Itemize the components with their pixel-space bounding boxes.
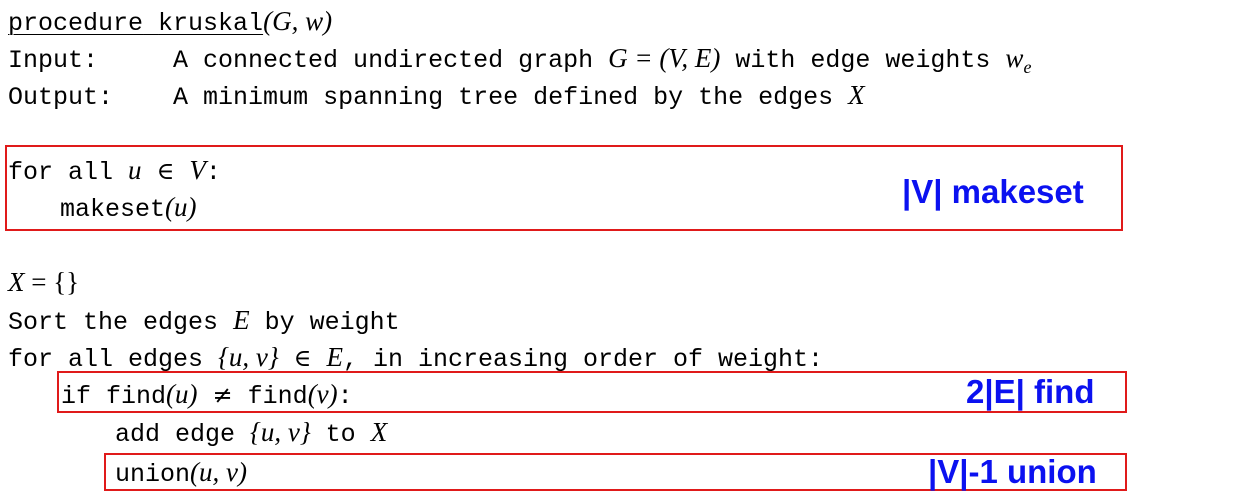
- init-line: [8, 267, 79, 300]
- find-annotation: 2|E| find: [966, 373, 1095, 410]
- output-var: X: [848, 80, 865, 110]
- find1-args: (u): [166, 379, 198, 409]
- loop-rest: , in increasing order of weight:: [342, 345, 824, 374]
- union-line: [115, 457, 247, 490]
- not-equal-symbol: ≠: [212, 381, 233, 409]
- output-label: Output:: [8, 83, 114, 112]
- if-line: [61, 379, 353, 412]
- find2-fn: find: [247, 382, 308, 411]
- input-text2: with edge weights: [735, 46, 991, 75]
- sort-line: [8, 305, 400, 338]
- init-eq: = {}: [24, 267, 80, 297]
- makeset-args: (u): [165, 192, 197, 222]
- input-label: Input:: [8, 46, 99, 75]
- union-args: (u, v): [190, 457, 247, 487]
- procedure-header: [8, 6, 332, 39]
- init-var: X: [8, 267, 25, 297]
- for-all-line: [8, 155, 221, 188]
- loop-set: E: [326, 342, 343, 372]
- add-edge: {u, v}: [250, 417, 311, 447]
- add-edge-line: [115, 417, 387, 450]
- for-var: u: [128, 155, 142, 185]
- sort-var: E: [233, 305, 250, 335]
- for-keyword: for all: [8, 158, 114, 187]
- for-set: V: [189, 155, 206, 185]
- element-of-symbol: ∈: [156, 157, 175, 185]
- add-to: to: [325, 420, 356, 449]
- output-line: [8, 80, 865, 113]
- union-fn: union: [115, 460, 191, 489]
- union-annotation: |V|-1 union: [928, 453, 1097, 490]
- add-var: X: [370, 417, 388, 447]
- find1-fn: find: [106, 382, 167, 411]
- find2-args: (v): [307, 379, 338, 409]
- makeset-fn: makeset: [60, 195, 166, 224]
- if-colon: :: [337, 382, 353, 411]
- procedure-keyword: procedure: [8, 9, 144, 38]
- procedure-params: (G, w): [263, 6, 333, 36]
- makeset-annotation: |V| makeset: [902, 173, 1084, 210]
- for-colon: :: [205, 158, 221, 187]
- add-keyword: add edge: [115, 420, 236, 449]
- input-text: A connected undirected graph: [173, 46, 594, 75]
- makeset-line: [60, 192, 197, 225]
- input-weight-sub: e: [1023, 57, 1032, 77]
- loop-edge: {u, v}: [218, 342, 279, 372]
- loop-element-of: ∈: [293, 344, 312, 372]
- sort-rest: by weight: [264, 308, 400, 337]
- output-text: A minimum spanning tree defined by the edges: [173, 83, 834, 112]
- if-keyword: if: [61, 382, 92, 411]
- input-weight: w: [1005, 43, 1024, 73]
- input-formula: G = (V, E): [608, 43, 721, 73]
- loop-keyword: for all edges: [8, 345, 204, 374]
- input-line: [8, 43, 1031, 82]
- procedure-name: kruskal: [158, 9, 264, 38]
- sort-keyword: Sort the edges: [8, 308, 219, 337]
